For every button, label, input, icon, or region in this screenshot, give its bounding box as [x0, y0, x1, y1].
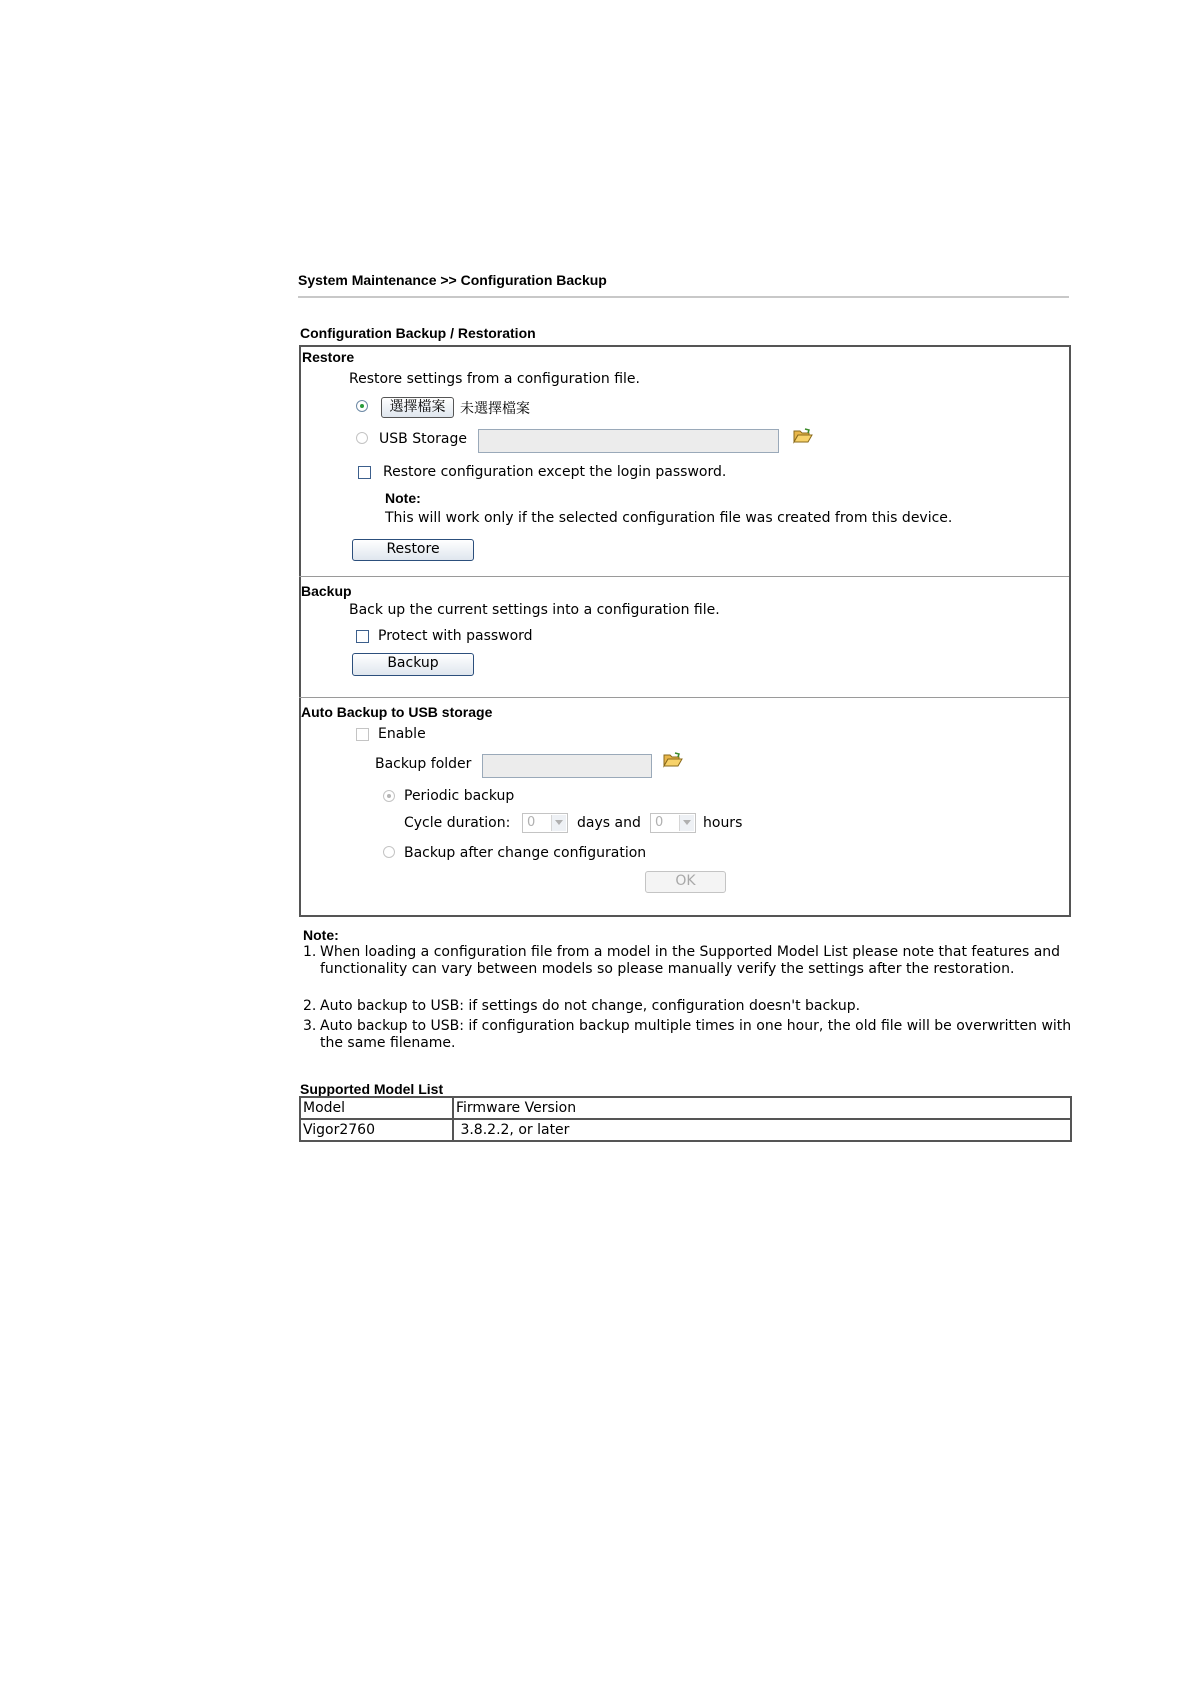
note-number: 1.: [303, 944, 317, 960]
chevron-down-icon: [679, 815, 694, 831]
table-header-row: [300, 1097, 1071, 1119]
restore-note-text: This will work only if the selected configuration file was created from this device.: [385, 510, 953, 526]
no-file-selected-text: 未選擇檔案: [460, 401, 530, 417]
supported-models-table: [299, 1096, 1072, 1142]
table-row: [300, 1119, 1071, 1141]
choose-file-button[interactable]: 選擇檔案: [381, 397, 454, 418]
backup-after-change-label: Backup after change configuration: [404, 845, 647, 861]
note-text: When loading a configuration file from a model in the Supported Model List please note that features and functionality can vary between models so please manually verify the settings after the restoration.: [320, 944, 1061, 977]
note-text: Auto backup to USB: if settings do not change, configuration doesn't backup.: [320, 998, 861, 1014]
usb-storage-label: USB Storage: [379, 431, 467, 447]
hours-select[interactable]: [650, 813, 696, 833]
protect-password-label: Protect with password: [378, 628, 533, 644]
restore-source-file-radio[interactable]: [356, 400, 368, 412]
days-select-value: 0: [527, 815, 536, 830]
periodic-backup-radio[interactable]: [383, 790, 395, 802]
restore-note-label: Note:: [385, 490, 421, 506]
backup-button[interactable]: Backup: [352, 653, 474, 676]
backup-after-change-radio[interactable]: [383, 846, 395, 858]
backup-description: Back up the current settings into a configuration file.: [349, 602, 720, 618]
folder-open-icon[interactable]: [793, 428, 813, 448]
auto-backup-enable-label: Enable: [378, 726, 426, 742]
restore-button[interactable]: Restore: [352, 539, 474, 561]
periodic-backup-label: Periodic backup: [404, 788, 515, 804]
hours-label: hours: [703, 815, 743, 831]
note-text: Auto backup to USB: if configuration backup multiple times in one hour, the old file will be overwritten with the same filename.: [320, 1018, 1072, 1051]
auto-backup-enable-checkbox[interactable]: [356, 728, 369, 741]
note-number: 2.: [303, 998, 317, 1014]
protect-password-checkbox[interactable]: [356, 630, 369, 643]
section-divider: [299, 697, 1069, 698]
backup-folder-input[interactable]: [482, 754, 652, 778]
restore-source-usb-radio[interactable]: [356, 432, 368, 444]
restore-except-password-checkbox[interactable]: [358, 466, 371, 479]
chevron-down-icon: [551, 815, 566, 831]
notes-title: Note:: [303, 927, 339, 943]
days-select[interactable]: [522, 813, 568, 833]
backup-heading: Backup: [301, 583, 352, 599]
section-title: Configuration Backup / Restoration: [300, 325, 536, 341]
supported-models-title: Supported Model List: [300, 1081, 444, 1097]
days-label: days and: [577, 815, 641, 831]
auto-backup-heading: Auto Backup to USB storage: [301, 704, 493, 720]
folder-open-icon[interactable]: [663, 752, 683, 772]
ok-button[interactable]: OK: [645, 871, 726, 893]
column-header: Model: [300, 1097, 453, 1119]
hours-select-value: 0: [655, 815, 664, 830]
page-title: System Maintenance >> Configuration Backup: [298, 272, 607, 288]
usb-storage-path-input[interactable]: [478, 429, 779, 453]
table-cell: 3.8.2.2, or later: [453, 1119, 1071, 1141]
restore-description: Restore settings from a configuration file.: [349, 371, 640, 387]
restore-heading: Restore: [302, 349, 355, 365]
section-divider: [299, 576, 1069, 577]
table-cell: Vigor2760: [300, 1119, 453, 1141]
restore-except-password-label: Restore configuration except the login password.: [383, 464, 727, 480]
column-header: Firmware Version: [453, 1097, 1071, 1119]
note-number: 3.: [303, 1018, 317, 1034]
backup-folder-label: Backup folder: [375, 756, 472, 772]
cycle-duration-label: Cycle duration:: [404, 815, 511, 831]
title-divider: [298, 296, 1069, 298]
